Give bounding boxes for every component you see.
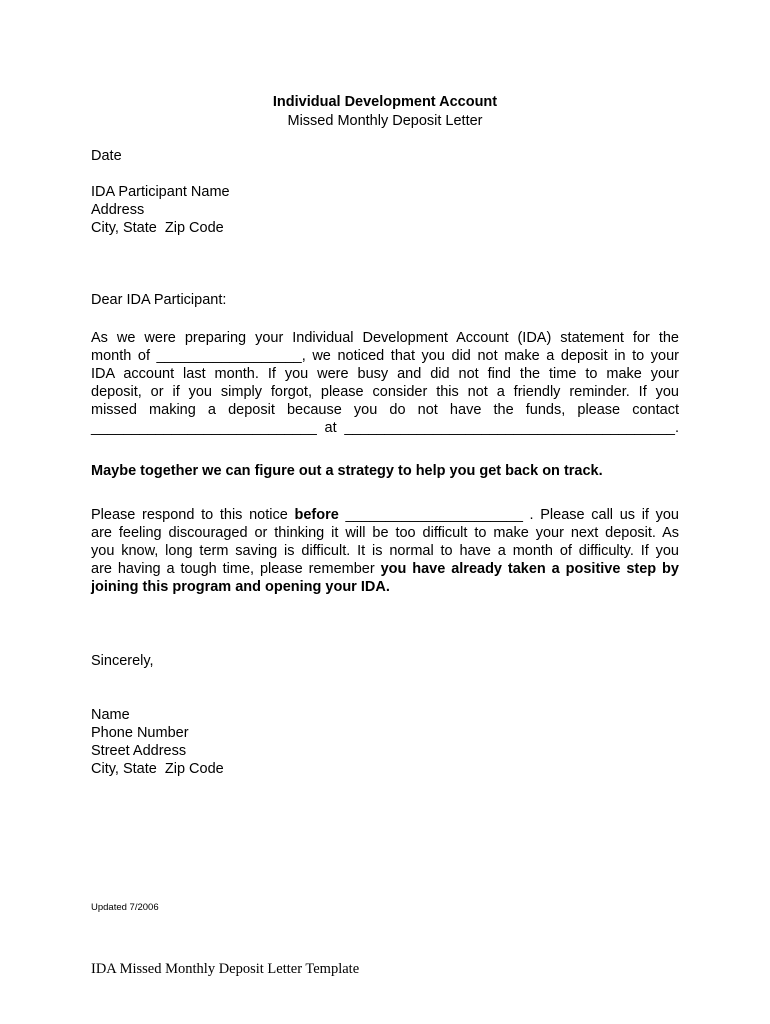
- paragraph-line: [91, 506, 679, 524]
- paragraph-line: deposit, or if you simply forgot, please consider this not a friendly reminder. If you: [91, 384, 679, 400]
- paragraph-line: joining this program and opening your IDA.: [91, 579, 390, 595]
- signature-block: [91, 706, 679, 778]
- date-label: Date: [91, 148, 122, 164]
- tough-time-text: are having a tough time, please remember: [91, 561, 381, 577]
- recipient-address-block: [91, 183, 679, 237]
- paragraph-respond: [91, 506, 679, 596]
- paragraph-line: IDA account last month. If you were busy and did not find the time to make your: [91, 366, 679, 382]
- document-subtitle: Missed Monthly Deposit Letter: [287, 113, 483, 129]
- recipient-name: IDA Participant Name: [91, 184, 230, 200]
- recipient-address: Address: [91, 202, 145, 218]
- recipient-city-state-zip: City, State Zip Code: [91, 220, 224, 236]
- strategy-statement: [91, 462, 679, 480]
- paragraph-line: missed making a deposit because you do not have the funds, please contact: [91, 402, 679, 418]
- paragraph-statement: [91, 329, 679, 437]
- page-footer: IDA Missed Monthly Deposit Letter Template: [91, 961, 360, 977]
- respond-blank-text: ______________________ . Please call us if you: [338, 507, 679, 523]
- positive-step-emphasis: you have already taken a positive step by: [380, 561, 679, 577]
- paragraph-line: [91, 560, 679, 578]
- signature-phone: Phone Number: [91, 725, 189, 741]
- date-line: [91, 147, 679, 165]
- strategy-text: Maybe together we can figure out a strategy to help you get back on track.: [91, 463, 603, 479]
- salutation-text: Dear IDA Participant:: [91, 292, 227, 308]
- document-title: Individual Development Account: [272, 94, 498, 110]
- paragraph-line: are feeling discouraged or thinking it will be too difficult to make your next deposit. As: [91, 525, 679, 541]
- paragraph-line: you know, long term saving is difficult. It is normal to have a month of difficulty. If you: [91, 543, 679, 559]
- paragraph-line: As we were preparing your Individual Development Account (IDA) statement for the: [91, 330, 679, 346]
- signature-name: Name: [91, 707, 130, 723]
- closing-text: Sincerely,: [91, 653, 154, 669]
- paragraph-line: ____________________________ at _________________________________________.: [91, 420, 679, 436]
- paragraph-line: month of __________________, we noticed that you did not make a deposit in to your: [91, 348, 679, 364]
- closing: [91, 652, 679, 670]
- signature-street: Street Address: [91, 743, 187, 759]
- updated-note: Updated 7/2006: [91, 902, 159, 913]
- signature-city-state-zip: City, State Zip Code: [91, 761, 224, 777]
- respond-text: Please respond to this notice: [91, 507, 295, 523]
- salutation: [91, 291, 679, 309]
- before-emphasis: before: [294, 507, 339, 523]
